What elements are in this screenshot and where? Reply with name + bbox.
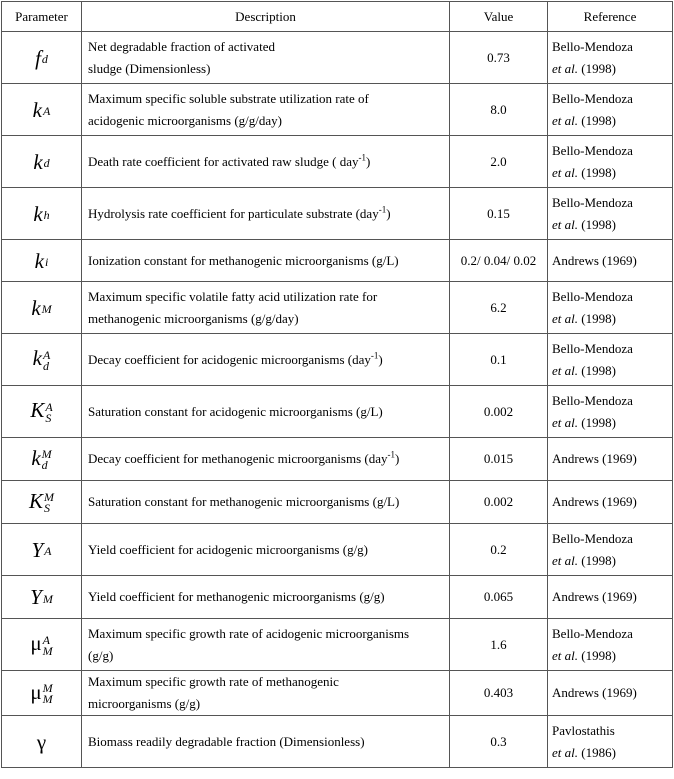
description-cell — [82, 84, 450, 136]
param-sub: h — [43, 208, 50, 223]
table-row — [2, 386, 673, 438]
reference-cell — [548, 188, 673, 240]
reference-cell — [548, 481, 673, 524]
parameter-cell — [2, 438, 82, 481]
reference-etal: et al. — [552, 414, 578, 430]
parameter-table — [1, 1, 673, 768]
reference-cell — [548, 386, 673, 438]
parameter-cell — [2, 334, 82, 386]
reference-cell — [548, 282, 673, 334]
param-sub: M — [42, 692, 53, 707]
desc-line: Hydrolysis rate coefficient for particulate substrate (day — [88, 205, 379, 221]
reference-text: Andrews (1969) — [552, 685, 637, 700]
desc-line-2: sludge (Dimensionless) — [88, 60, 211, 76]
parameter-cell — [2, 84, 82, 136]
desc-line: Death rate coefficient for activated raw sludge ( day — [88, 153, 359, 169]
param-scripts — [44, 492, 54, 514]
param-symbol — [33, 201, 50, 226]
param-base: k — [32, 346, 42, 371]
reference-cell — [548, 334, 673, 386]
table-row — [2, 524, 673, 576]
parameter-cell — [2, 240, 82, 282]
header-description: Description — [82, 2, 450, 32]
table-row — [2, 438, 673, 481]
reference-author: Bello-Mendoza — [552, 288, 633, 304]
description-cell — [82, 619, 450, 671]
table-row — [2, 188, 673, 240]
param-base: μ — [30, 631, 42, 656]
param-sub: d — [41, 52, 48, 67]
value-cell: 0.065 — [450, 576, 548, 619]
table-row — [2, 240, 673, 282]
param-base: Y — [31, 537, 44, 562]
desc-line-2: acidogenic microorganisms (g/g/day) — [88, 112, 282, 128]
parameter-cell — [2, 136, 82, 188]
reference-etal: et al. — [552, 552, 578, 568]
param-scripts — [44, 546, 51, 557]
param-base: μ — [30, 679, 42, 704]
desc-end: ) — [386, 205, 391, 221]
reference-text: Andrews (1969) — [552, 252, 637, 268]
reference-year: (1998) — [578, 164, 616, 180]
param-base: k — [31, 295, 41, 320]
reference-year: (1986) — [578, 744, 616, 760]
desc-sup: -1 — [370, 350, 379, 361]
reference-cell — [548, 438, 673, 481]
reference-etal: et al. — [552, 744, 578, 760]
param-scripts — [42, 449, 52, 471]
param-base: γ — [36, 729, 47, 754]
parameter-cell — [2, 188, 82, 240]
param-symbol — [33, 149, 50, 174]
parameter-cell — [2, 481, 82, 524]
param-base: k — [33, 201, 43, 226]
value-cell: 0.1 — [450, 334, 548, 386]
desc-line: Ionization constant for methanogenic microorganisms (g/L) — [88, 252, 399, 268]
reference-cell — [548, 619, 673, 671]
reference-text: Andrews (1969) — [552, 494, 637, 509]
value-cell: 0.015 — [450, 438, 548, 481]
desc-line: Maximum specific growth rate of acidogenic microorganisms — [88, 625, 410, 641]
reference-year: (1998) — [578, 310, 616, 326]
desc-sup: -1 — [387, 449, 395, 460]
param-symbol — [31, 445, 52, 473]
value-cell: 0.403 — [450, 671, 548, 716]
table-row — [2, 334, 673, 386]
reference-cell — [548, 84, 673, 136]
table-row — [2, 576, 673, 619]
reference-cell — [548, 32, 673, 84]
header-value: Value — [450, 2, 548, 32]
reference-cell — [548, 524, 673, 576]
desc-line: Saturation constant for acidogenic microorganisms (g/L) — [88, 403, 383, 419]
param-symbol — [32, 97, 51, 122]
table-row — [2, 32, 673, 84]
reference-etal: et al. — [552, 216, 578, 232]
parameter-cell — [2, 32, 82, 84]
parameter-cell — [2, 524, 82, 576]
param-symbol — [30, 633, 52, 656]
param-sub: i — [44, 255, 49, 270]
parameter-cell — [2, 282, 82, 334]
param-symbol — [35, 45, 48, 70]
param-scripts — [42, 591, 53, 606]
value-cell: 0.002 — [450, 386, 548, 438]
param-scripts — [42, 347, 51, 373]
value-cell: 0.73 — [450, 32, 548, 84]
description-cell — [82, 136, 450, 188]
reference-cell — [548, 576, 673, 619]
table-row — [2, 84, 673, 136]
param-base: k — [34, 248, 44, 273]
param-sub: S — [45, 410, 52, 425]
value-cell: 0.2/ 0.04/ 0.02 — [450, 240, 548, 282]
table-row — [2, 716, 673, 768]
reference-etal: et al. — [552, 112, 578, 128]
param-symbol — [28, 488, 54, 516]
parameter-cell — [2, 671, 82, 716]
reference-year: (1998) — [578, 414, 616, 430]
param-scripts — [42, 304, 52, 315]
parameter-cell — [2, 716, 82, 768]
value-cell: 8.0 — [450, 84, 548, 136]
desc-line: Saturation constant for methanogenic microorganisms (g/L) — [88, 494, 400, 509]
param-sup: A — [45, 399, 53, 414]
desc-end: ) — [365, 153, 371, 169]
table-row — [2, 619, 673, 671]
value-cell: 6.2 — [450, 282, 548, 334]
desc-end: ) — [378, 351, 383, 367]
parameter-cell — [2, 619, 82, 671]
table-row — [2, 671, 673, 716]
desc-line: Maximum specific growth rate of methanogenic — [88, 674, 339, 689]
desc-sup: -1 — [358, 152, 366, 163]
desc-line: Net degradable fraction of activated — [88, 38, 275, 54]
param-scripts — [44, 210, 50, 221]
reference-author: Bello-Mendoza — [552, 392, 633, 408]
header-reference: Reference — [548, 2, 673, 32]
desc-line: Decay coefficient for methanogenic microorganisms (day — [88, 451, 388, 466]
param-base: K — [28, 488, 43, 513]
header-parameter: Parameter — [2, 2, 82, 32]
description-cell — [82, 481, 450, 524]
description-cell — [82, 716, 450, 768]
reference-etal: et al. — [552, 310, 578, 326]
param-sub: d — [42, 358, 49, 373]
param-base: Y — [30, 585, 42, 609]
reference-author: Bello-Mendoza — [552, 194, 633, 210]
header-row — [2, 2, 673, 32]
param-scripts — [44, 158, 50, 169]
reference-cell — [548, 716, 673, 768]
param-sub: d — [43, 156, 50, 171]
value-cell: 2.0 — [450, 136, 548, 188]
param-symbol — [30, 587, 53, 608]
param-sub: S — [44, 501, 50, 516]
reference-etal: et al. — [552, 647, 578, 663]
reference-year: (1998) — [578, 647, 616, 663]
parameter-cell — [2, 386, 82, 438]
description-cell — [82, 282, 450, 334]
param-sup: M — [42, 681, 53, 696]
param-sup: M — [44, 490, 54, 505]
param-sup: A — [44, 544, 52, 559]
param-sup: A — [42, 347, 51, 362]
reference-etal: et al. — [552, 164, 578, 180]
table-row — [2, 282, 673, 334]
desc-line: Decay coefficient for acidogenic microorganisms (day — [88, 351, 371, 367]
description-cell — [82, 671, 450, 716]
param-scripts — [42, 632, 53, 658]
reference-year: (1998) — [578, 552, 616, 568]
param-sup: A — [42, 104, 51, 119]
param-scripts — [45, 399, 53, 425]
value-cell: 1.6 — [450, 619, 548, 671]
desc-end: ) — [395, 451, 400, 466]
reference-author: Bello-Mendoza — [552, 38, 633, 54]
reference-cell — [548, 671, 673, 716]
param-base: f — [35, 45, 41, 70]
table-body — [2, 32, 673, 768]
table-row — [2, 136, 673, 188]
param-sup: A — [42, 632, 50, 647]
reference-cell — [548, 136, 673, 188]
param-scripts — [43, 106, 50, 117]
param-sub: M — [42, 643, 53, 658]
param-sup: M — [41, 302, 52, 317]
param-scripts — [43, 683, 53, 705]
parameter-cell — [2, 576, 82, 619]
param-sub: d — [41, 458, 48, 473]
param-symbol — [33, 348, 51, 371]
reference-author: Bello-Mendoza — [552, 625, 633, 641]
param-sup: M — [42, 591, 53, 606]
description-cell — [82, 334, 450, 386]
value-cell: 0.2 — [450, 524, 548, 576]
desc-line-2: microorganisms (g/g) — [88, 696, 201, 711]
description-cell — [82, 576, 450, 619]
reference-etal: et al. — [552, 362, 578, 378]
param-scripts — [42, 54, 48, 65]
reference-text: Andrews (1969) — [552, 589, 637, 604]
desc-line-2: (g/g) — [88, 647, 114, 663]
desc-sup: -1 — [378, 204, 387, 215]
reference-cell — [548, 240, 673, 282]
value-cell: 0.3 — [450, 716, 548, 768]
description-cell — [82, 240, 450, 282]
reference-author: Bello-Mendoza — [552, 90, 633, 106]
reference-text: Andrews (1969) — [552, 451, 637, 466]
description-cell — [82, 524, 450, 576]
desc-line: Maximum specific volatile fatty acid utilization rate for — [88, 288, 378, 304]
reference-etal: et al. — [552, 60, 578, 76]
table-row — [2, 481, 673, 524]
desc-line: Biomass readily degradable fraction (Dimensionless) — [88, 733, 365, 749]
reference-author: Pavlostathis — [552, 722, 615, 738]
param-symbol — [31, 537, 52, 562]
param-symbol — [30, 400, 52, 423]
param-sup: M — [41, 447, 52, 462]
description-cell — [82, 386, 450, 438]
description-cell — [82, 32, 450, 84]
param-symbol — [34, 248, 49, 273]
reference-author: Bello-Mendoza — [552, 340, 633, 356]
reference-year: (1998) — [578, 362, 616, 378]
description-cell — [82, 438, 450, 481]
param-symbol — [36, 729, 47, 754]
param-scripts — [45, 257, 48, 268]
reference-year: (1998) — [578, 60, 616, 76]
param-base: k — [33, 149, 43, 174]
reference-author: Bello-Mendoza — [552, 530, 633, 546]
param-base: k — [32, 97, 42, 122]
desc-line-2: methanogenic microorganisms (g/g/day) — [88, 310, 299, 326]
reference-author: Bello-Mendoza — [552, 142, 633, 158]
reference-year: (1998) — [578, 216, 616, 232]
value-cell: 0.15 — [450, 188, 548, 240]
desc-line: Yield coefficient for acidogenic microorganisms (g/g) — [88, 541, 369, 557]
param-base: k — [31, 445, 41, 470]
desc-line: Yield coefficient for methanogenic microorganisms (g/g) — [88, 589, 385, 604]
param-base: K — [30, 398, 45, 423]
param-symbol — [30, 679, 53, 707]
value-cell: 0.002 — [450, 481, 548, 524]
reference-year: (1998) — [578, 112, 616, 128]
desc-line: Maximum specific soluble substrate utilization rate of — [88, 90, 369, 106]
description-cell — [82, 188, 450, 240]
param-symbol — [31, 295, 52, 320]
